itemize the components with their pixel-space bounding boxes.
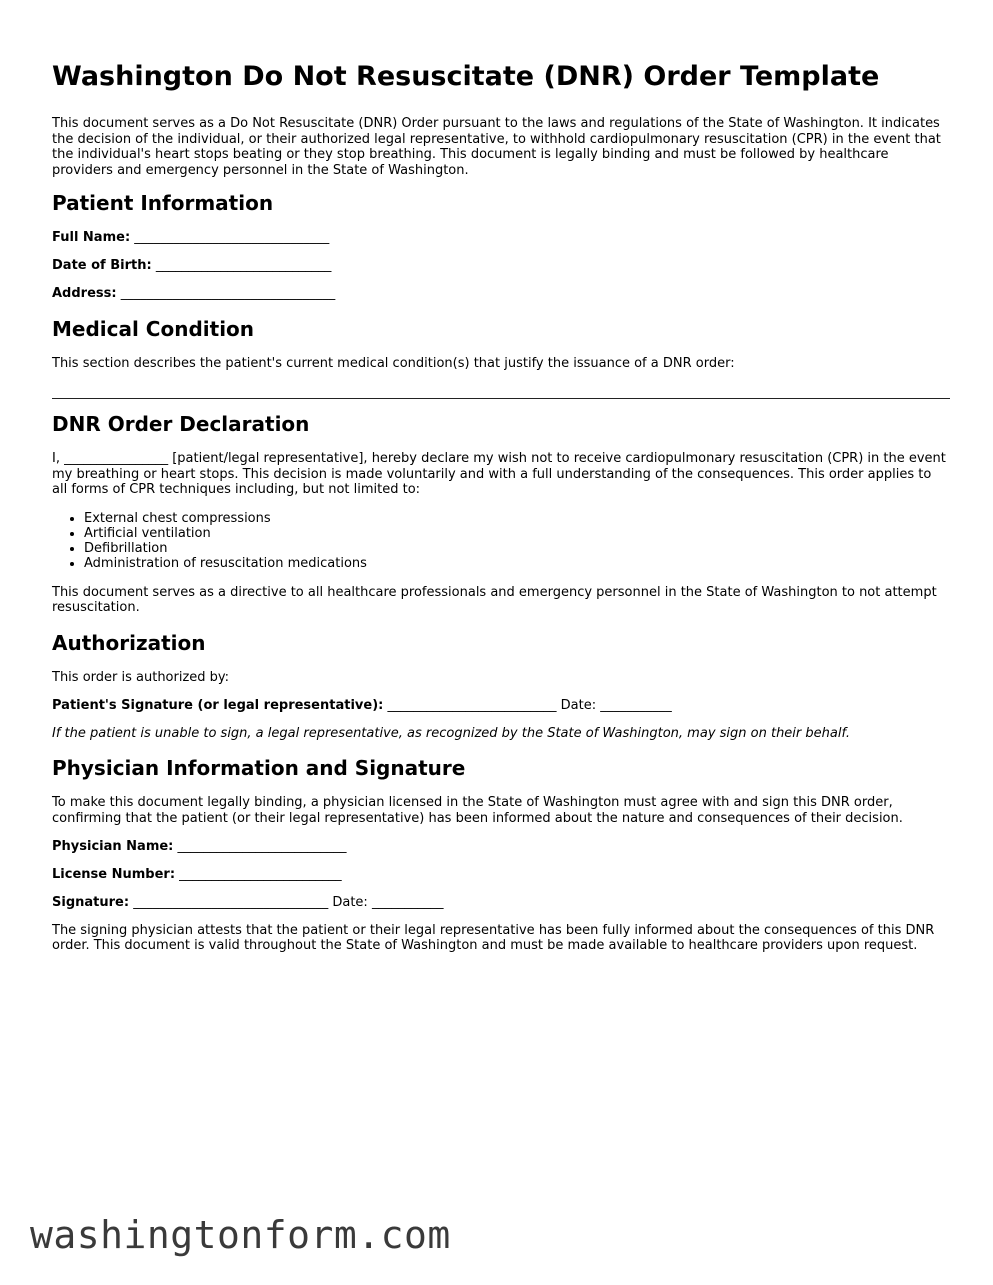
- site-watermark: washingtonform.com: [30, 1213, 451, 1257]
- patient-signature-blank[interactable]: __________________________: [387, 697, 557, 713]
- patient-signature-label: Patient's Signature (or legal representative):: [52, 697, 384, 713]
- address-label: Address:: [52, 286, 117, 301]
- patient-info-heading: Patient Information: [52, 191, 274, 215]
- declaration-text: I, ________________ [patient/legal representative], hereby declare my wish not to receive cardiopulmonary resuscitation (CPR) in the event my breathing or heart stops. This decision is made voluntarily and with a full understanding of the consequences. This order applies to all forms of CPR techniques including, but not limited to:: [52, 451, 946, 497]
- authorization-heading: Authorization: [52, 630, 206, 655]
- physician-closing: The signing physician attests that the patient or their legal representative has been fully informed about the consequences of this DNR order. This document is valid throughout the State of Washington and must be made available to healthcare providers upon request.: [52, 922, 935, 954]
- cpr-techniques-list: [52, 511, 950, 572]
- patient-signature-field[interactable]: [52, 698, 950, 714]
- full-name-blank[interactable]: ______________________________: [134, 230, 330, 245]
- document-page: [52, 58, 950, 954]
- dob-label: Date of Birth:: [52, 258, 152, 273]
- address-field[interactable]: [52, 286, 950, 302]
- physician-signature-blank[interactable]: ______________________________: [133, 894, 329, 910]
- dob-blank[interactable]: ___________________________: [155, 258, 332, 273]
- physician-signature-label: Signature:: [52, 894, 130, 910]
- list-item: • Artificial ventilation: [84, 526, 950, 541]
- physician-date-blank[interactable]: ___________: [371, 894, 444, 910]
- medical-condition-text: This section describes the patient's current medical condition(s) that justify the issuance of a DNR order:: [52, 355, 735, 371]
- dob-field[interactable]: [52, 258, 950, 274]
- full-name-label: Full Name:: [52, 230, 131, 245]
- authorization-text: This order is authorized by:: [52, 669, 230, 685]
- list-item: • External chest compressions: [84, 511, 950, 526]
- physician-signature-field[interactable]: [52, 895, 950, 911]
- address-blank[interactable]: _________________________________: [120, 286, 336, 301]
- license-number-label: License Number:: [52, 866, 176, 882]
- medical-condition-line[interactable]: [52, 398, 950, 399]
- physician-name-field[interactable]: [52, 839, 950, 855]
- full-name-field[interactable]: [52, 230, 950, 246]
- document-title: Washington Do Not Resuscitate (DNR) Order Template: [52, 61, 880, 92]
- intro-paragraph: This document serves as a Do Not Resuscitate (DNR) Order pursuant to the laws and regulations of the State of Washington. It indicates the decision of the individual, or their authorized legal representative, to withhold cardiopulmonary resuscitation (CPR) in the event that the individual's heart stops beating or they stop breathing. This document is legally binding and must be followed by healthcare providers and emergency personnel in the State of Washington.: [52, 116, 941, 178]
- patient-date-blank[interactable]: ___________: [600, 697, 672, 713]
- license-number-blank[interactable]: _________________________: [179, 866, 342, 882]
- declaration-closing: This document serves as a directive to all healthcare professionals and emergency personnel in the State of Washington to not attempt resuscitation.: [52, 584, 937, 616]
- physician-name-label: Physician Name:: [52, 838, 174, 854]
- physician-name-blank[interactable]: __________________________: [177, 838, 347, 854]
- license-number-field[interactable]: [52, 867, 950, 883]
- list-item: • Defibrillation: [84, 541, 950, 556]
- physician-text: To make this document legally binding, a physician licensed in the State of Washington must agree with and sign this DNR order, confirming that the patient (or their legal representative) has been informed about the nature and consequences of their decision.: [52, 795, 903, 826]
- list-item: • Administration of resuscitation medications: [84, 556, 950, 571]
- authorization-note: If the patient is unable to sign, a legal representative, as recognized by the State of Washington, may sign on their behalf.: [52, 725, 850, 741]
- declaration-heading: DNR Order Declaration: [52, 412, 310, 436]
- physician-heading: Physician Information and Signature: [52, 756, 466, 781]
- medical-condition-heading: Medical Condition: [52, 316, 255, 341]
- patient-date-label: Date:: [560, 697, 597, 713]
- physician-date-label: Date:: [332, 894, 368, 910]
